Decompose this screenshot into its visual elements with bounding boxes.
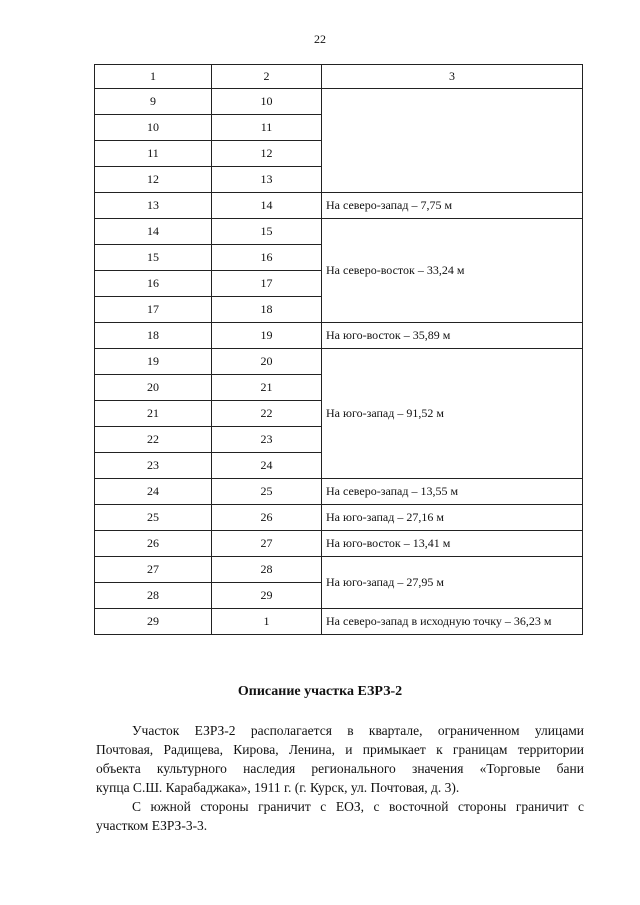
- point-from: 22: [95, 427, 212, 453]
- point-to: 11: [212, 115, 322, 141]
- page-number: 22: [314, 32, 326, 46]
- description-paragraph-2: [96, 797, 584, 835]
- point-from: 9: [95, 89, 212, 115]
- point-from: 13: [95, 193, 212, 219]
- point-to: 21: [212, 375, 322, 401]
- segment-description: На юго-запад – 27,16 м: [322, 505, 583, 531]
- paragraph-line: участком ЕЗРЗ-3-3.: [96, 818, 208, 833]
- point-to: 12: [212, 141, 322, 167]
- paragraph-line: купца С.Ш. Карабаджака», 1911 г. (г. Курск, ул. Почтовая, д. 3).: [96, 780, 460, 795]
- point-to: 26: [212, 505, 322, 531]
- point-from: 24: [95, 479, 212, 505]
- point-from: 11: [95, 141, 212, 167]
- point-from: 15: [95, 245, 212, 271]
- point-to: 23: [212, 427, 322, 453]
- table-row: [95, 531, 583, 557]
- table-row: [95, 505, 583, 531]
- segment-description: На юго-восток – 13,41 м: [322, 531, 583, 557]
- point-from: 28: [95, 583, 212, 609]
- point-from: 21: [95, 401, 212, 427]
- header-cell-3: 3: [322, 65, 583, 89]
- point-from: 27: [95, 557, 212, 583]
- point-from: 12: [95, 167, 212, 193]
- table-row: [95, 89, 583, 115]
- table-row: [95, 349, 583, 375]
- point-from: 25: [95, 505, 212, 531]
- point-from: 26: [95, 531, 212, 557]
- paragraph-line: С южной стороны граничит с ЕОЗ, с восточной стороны граничит с: [132, 799, 584, 814]
- description-paragraph-1: [96, 721, 584, 797]
- point-to: 18: [212, 297, 322, 323]
- paragraph-line: объекта культурного наследия регионального значения «Торговые бани: [96, 761, 584, 776]
- segment-description: На северо-запад – 7,75 м: [322, 193, 583, 219]
- segment-description: На юго-запад – 91,52 м: [322, 349, 583, 479]
- point-to: 24: [212, 453, 322, 479]
- point-to: 10: [212, 89, 322, 115]
- paragraph-line: Почтовая, Радищева, Кирова, Ленина, и примыкает к границам территории: [96, 742, 584, 757]
- point-to: 13: [212, 167, 322, 193]
- table-row: [95, 557, 583, 583]
- segment-description: [322, 89, 583, 193]
- point-from: 18: [95, 323, 212, 349]
- point-from: 20: [95, 375, 212, 401]
- point-to: 19: [212, 323, 322, 349]
- table-header-row: [95, 65, 583, 89]
- boundary-table: [94, 64, 583, 635]
- point-to: 17: [212, 271, 322, 297]
- table-row: [95, 323, 583, 349]
- segment-description: На юго-запад – 27,95 м: [322, 557, 583, 609]
- point-from: 14: [95, 219, 212, 245]
- table-row: [95, 609, 583, 635]
- point-to: 1: [212, 609, 322, 635]
- point-to: 25: [212, 479, 322, 505]
- header-cell-1: 1: [95, 65, 212, 89]
- segment-description: На северо-восток – 33,24 м: [322, 219, 583, 323]
- point-from: 10: [95, 115, 212, 141]
- point-from: 23: [95, 453, 212, 479]
- paragraph-line: Участок ЕЗРЗ-2 располагается в квартале, ограниченном улицами: [132, 723, 584, 738]
- segment-description: На юго-восток – 35,89 м: [322, 323, 583, 349]
- point-from: 16: [95, 271, 212, 297]
- point-from: 29: [95, 609, 212, 635]
- point-to: 27: [212, 531, 322, 557]
- table-row: [95, 193, 583, 219]
- point-from: 19: [95, 349, 212, 375]
- point-to: 20: [212, 349, 322, 375]
- point-to: 28: [212, 557, 322, 583]
- segment-description: На северо-запад в исходную точку – 36,23 м: [322, 609, 583, 635]
- section-title: Описание участка ЕЗРЗ-2: [237, 684, 403, 699]
- segment-description: На северо-запад – 13,55 м: [322, 479, 583, 505]
- point-to: 29: [212, 583, 322, 609]
- point-to: 14: [212, 193, 322, 219]
- header-cell-2: 2: [212, 65, 322, 89]
- table-row: [95, 479, 583, 505]
- point-to: 22: [212, 401, 322, 427]
- table-row: [95, 219, 583, 245]
- point-to: 15: [212, 219, 322, 245]
- point-from: 17: [95, 297, 212, 323]
- point-to: 16: [212, 245, 322, 271]
